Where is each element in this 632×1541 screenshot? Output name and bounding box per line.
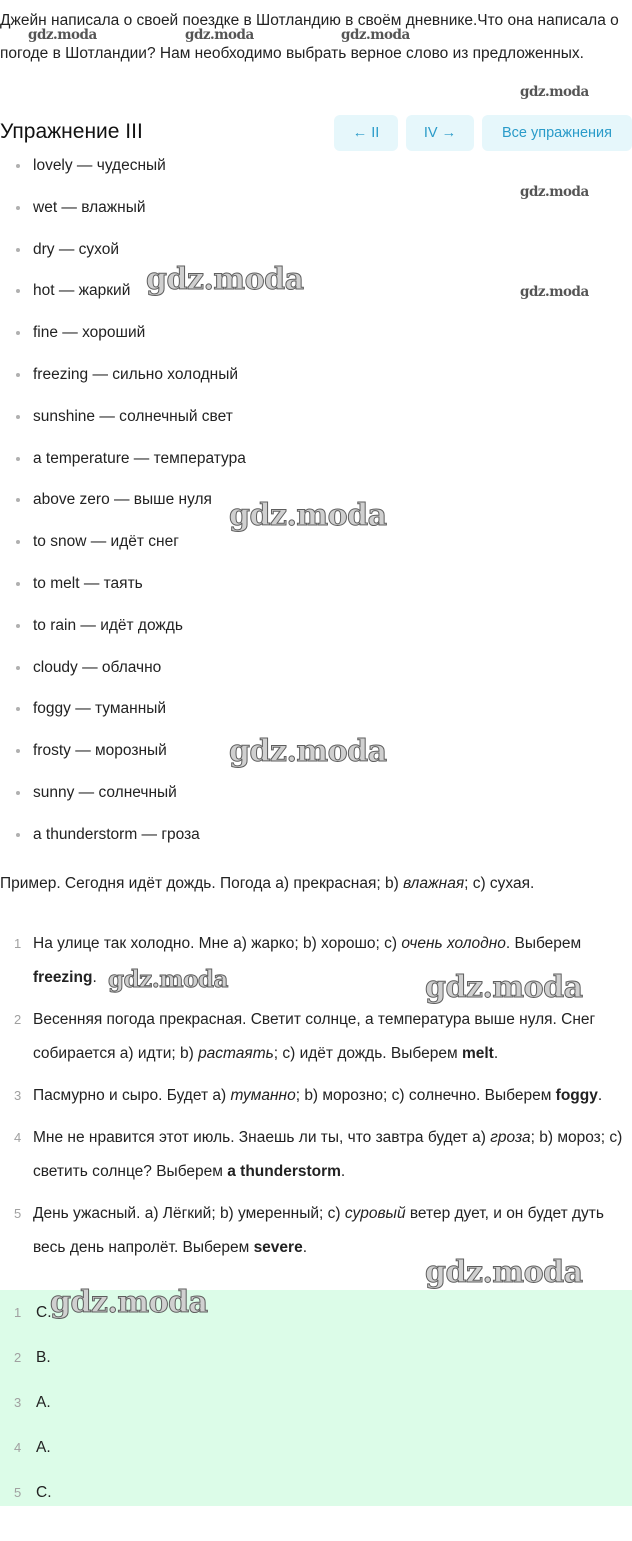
task-italic: гроза (490, 1129, 531, 1146)
vocab-item: wet — влажный (0, 187, 632, 229)
answer-number: 3 (14, 1395, 22, 1410)
vocab-item: to snow — идёт снег (0, 521, 632, 563)
task-answer-word: foggy (555, 1087, 598, 1104)
watermark: gdz.moda (229, 498, 387, 533)
answer-number: 4 (14, 1440, 22, 1455)
task-answer-word: severe (253, 1239, 303, 1256)
task-number: 2 (14, 1012, 22, 1027)
task-text: Мне не нравится этот июль. Знаешь ли ты, что завтра будет a) (33, 1129, 491, 1146)
vocab-item: to melt — таять (0, 563, 632, 605)
answer-value: A. (36, 1439, 51, 1456)
task-text: ; b) мороз; c) светить солнце? Выберем (33, 1129, 623, 1180)
task-text: ; b) морозно; c) солнечно. Выберем (295, 1087, 556, 1104)
task-number: 4 (14, 1130, 22, 1145)
answer-item (0, 1346, 632, 1390)
example-sentence (0, 875, 534, 893)
answers-panel (0, 1290, 632, 1506)
task-text: ; c) идёт дождь. Выберем (273, 1045, 462, 1062)
task-text: ветер дует, и он будет дуть весь день напролёт. Выберем (33, 1205, 604, 1256)
task-item (0, 1079, 632, 1113)
watermark: gdz.moda (229, 734, 387, 769)
task-answer-word: melt (461, 1045, 494, 1062)
example-italic: влажная (403, 875, 465, 892)
answer-number: 2 (14, 1350, 22, 1365)
answer-number: 5 (14, 1485, 22, 1500)
task-answer-word: a thunderstorm (227, 1163, 341, 1180)
vocab-item: dry — сухой (0, 229, 632, 271)
vocab-item: sunshine — солнечный свет (0, 396, 632, 438)
vocab-item: sunny — солнечный (0, 772, 632, 814)
vocab-item: lovely — чудесный (0, 146, 632, 187)
vocab-item: to rain — идёт дождь (0, 605, 632, 647)
task-italic: растаять (198, 1045, 274, 1062)
task-answer-word: freezing (33, 969, 93, 986)
task-text: Пасмурно и сыро. Будет a) (33, 1087, 231, 1104)
watermark: gdz.moda (50, 1285, 208, 1320)
answer-item (0, 1391, 632, 1435)
vocab-item: foggy — туманный (0, 688, 632, 730)
watermark: gdz.moda (146, 262, 304, 297)
watermark: gdz.moda (425, 970, 583, 1005)
watermark: gdz.moda (341, 27, 410, 43)
answer-value: A. (36, 1394, 51, 1411)
answer-value: C. (36, 1304, 52, 1321)
answer-item (0, 1436, 632, 1480)
task-text: . (493, 1045, 499, 1062)
exercise-intro-text: Джейн написала о своей поездке в Шотландию в своём дневнике.Что она написала о погоде в Шотландии? Нам необходимо выбрать верное слово из предложенных. (0, 12, 619, 62)
watermark: gdz.moda (520, 84, 589, 100)
task-number: 5 (14, 1206, 22, 1221)
example-suffix: ; c) сухая. (464, 875, 535, 892)
vocab-item: frosty — морозный (0, 730, 632, 772)
task-text: . (597, 1087, 603, 1104)
example-prefix: Пример. Сегодня идёт дождь. Погода a) прекрасная; b) (0, 875, 404, 892)
task-item (0, 1003, 632, 1071)
task-number: 3 (14, 1088, 22, 1103)
task-text: . (340, 1163, 346, 1180)
all-exercises-button[interactable]: Все упражнения (482, 115, 632, 151)
watermark: gdz.moda (520, 184, 589, 200)
next-exercise-button[interactable]: IV → (406, 115, 474, 151)
vocab-item: freezing — сильно холодный (0, 354, 632, 396)
task-text: . (92, 969, 97, 986)
vocab-item: cloudy — облачно (0, 647, 632, 689)
answer-value: C. (36, 1484, 52, 1501)
task-text: На улице так холодно. Мне a) жарко; b) хорошо; c) (33, 935, 402, 952)
exercise-title: Упражнение III (0, 120, 143, 143)
answer-number: 1 (14, 1305, 22, 1320)
watermark: gdz.moda (185, 27, 254, 43)
watermark: gdz.moda (520, 284, 589, 300)
task-italic: суровый (344, 1205, 406, 1222)
vocab-item: hot — жаркий (0, 270, 632, 312)
task-number: 1 (14, 936, 22, 951)
watermark: gdz.moda (108, 966, 228, 993)
vocab-item: fine — хороший (0, 312, 632, 354)
vocab-item: a temperature — температура (0, 438, 632, 480)
vocab-item: above zero — выше нуля (0, 479, 632, 521)
answer-value: B. (36, 1349, 51, 1366)
task-item (0, 1121, 632, 1189)
task-text: Весенняя погода прекрасная. Светит солнце, а температура выше нуля. Снег собирается a) идти; b) (33, 1011, 596, 1062)
vocab-item: a thunderstorm — гроза (0, 814, 632, 856)
watermark: gdz.moda (28, 27, 97, 43)
task-italic: очень холодно (401, 935, 506, 952)
previous-exercise-button[interactable]: ← II (334, 115, 398, 151)
answer-item (0, 1481, 632, 1525)
task-italic: туманно (230, 1087, 296, 1104)
task-text: День ужасный. a) Лёгкий; b) умеренный; c) (33, 1205, 345, 1222)
watermark: gdz.moda (425, 1255, 583, 1290)
task-text: . Выберем (505, 935, 582, 952)
task-text: . (302, 1239, 308, 1256)
